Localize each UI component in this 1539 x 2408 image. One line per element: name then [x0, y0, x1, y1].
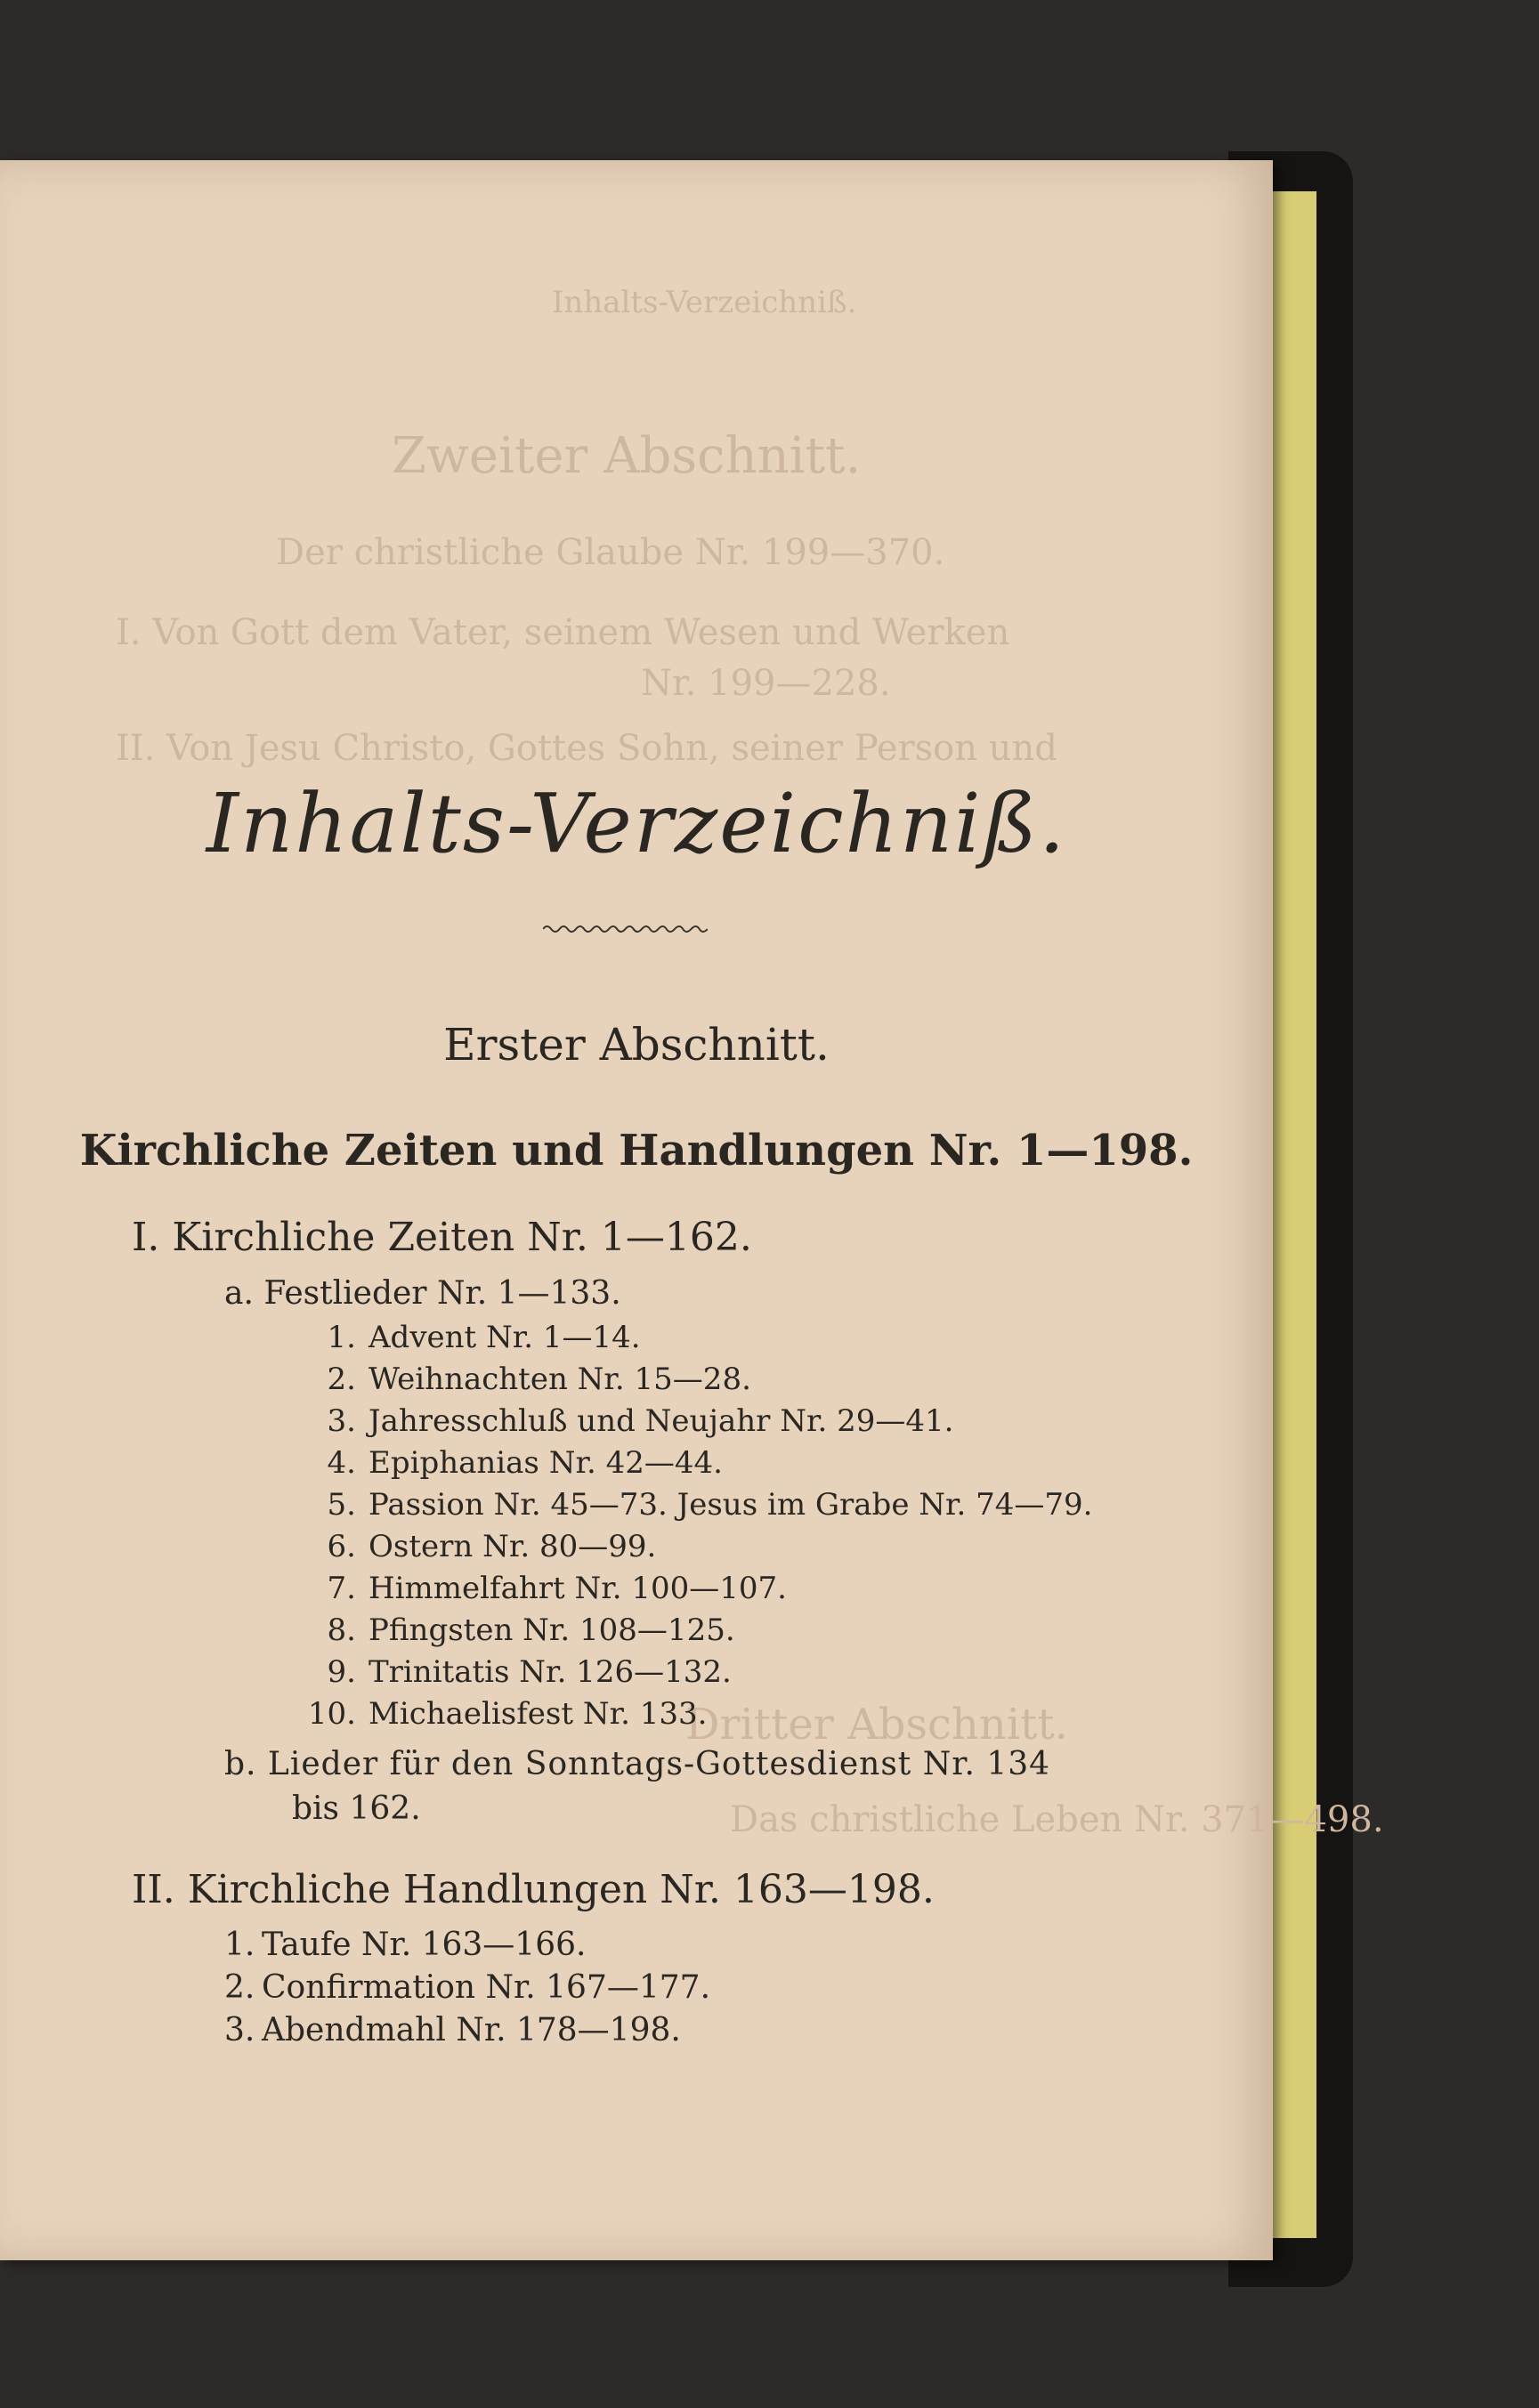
sonntag-lieder-line: bis 162.: [292, 1790, 421, 1827]
sonntag-lieder-line: b. Lieder für den Sonntags-Gottesdienst Nr. 134: [224, 1746, 1051, 1782]
festlieder-heading: a. Festlieder Nr. 1—133.: [224, 1275, 621, 1312]
list-item: 7. Himmelfahrt Nr. 100—107.: [327, 1571, 787, 1606]
show-through-line: II. Von Jesu Christo, Gottes Sohn, seiner Person und: [116, 728, 1057, 769]
show-through-section: Dritter Abschnitt.: [685, 1700, 1068, 1749]
list-item: 10. Michaelisfest Nr. 133.: [307, 1696, 708, 1732]
list-item: 1. Taufe Nr. 163—166.: [224, 1927, 587, 1963]
show-through-line: Das christliche Leben Nr. 371—498.: [730, 1799, 1384, 1840]
list-item: 3. Jahresschluß und Neujahr Nr. 29—41.: [327, 1403, 954, 1439]
show-through-line: Nr. 199—228.: [641, 663, 891, 704]
part-one-heading: I. Kirchliche Zeiten Nr. 1—162.: [132, 1215, 752, 1260]
part-two-heading: II. Kirchliche Handlungen Nr. 163—198.: [132, 1867, 935, 1912]
list-item: 2. Confirmation Nr. 167—177.: [224, 1969, 711, 2006]
show-through-running-head: Inhalts-Verzeichniß.: [552, 285, 857, 320]
book-page: [0, 160, 1384, 2260]
list-item: 5. Passion Nr. 45—73. Jesus im Grabe Nr. 74—79.: [327, 1487, 1093, 1523]
section-subheading: Kirchliche Zeiten und Handlungen Nr. 1—198.: [79, 1126, 1194, 1176]
list-item: 2. Weihnachten Nr. 15—28.: [327, 1362, 751, 1397]
list-item: 1. Advent Nr. 1—14.: [327, 1320, 641, 1355]
list-item: 8. Pfingsten Nr. 108—125.: [327, 1612, 735, 1648]
show-through-line: Der christliche Glaube Nr. 199—370.: [276, 532, 945, 573]
section-heading: Erster Abschnitt.: [443, 1019, 830, 1071]
list-item: 4. Epiphanias Nr. 42—44.: [327, 1445, 723, 1481]
list-item: 6. Ostern Nr. 80—99.: [327, 1529, 657, 1564]
list-item: 9. Trinitatis Nr. 126—132.: [327, 1654, 732, 1690]
show-through-section: Zweiter Abschnitt.: [392, 427, 862, 485]
list-item: 3. Abendmahl Nr. 178—198.: [224, 2012, 681, 2048]
page-title: Inhalts-Verzeichniß.: [206, 776, 1067, 871]
show-through-line: I. Von Gott dem Vater, seinem Wesen und Werken: [116, 612, 1010, 653]
title-ornament: [543, 924, 708, 934]
